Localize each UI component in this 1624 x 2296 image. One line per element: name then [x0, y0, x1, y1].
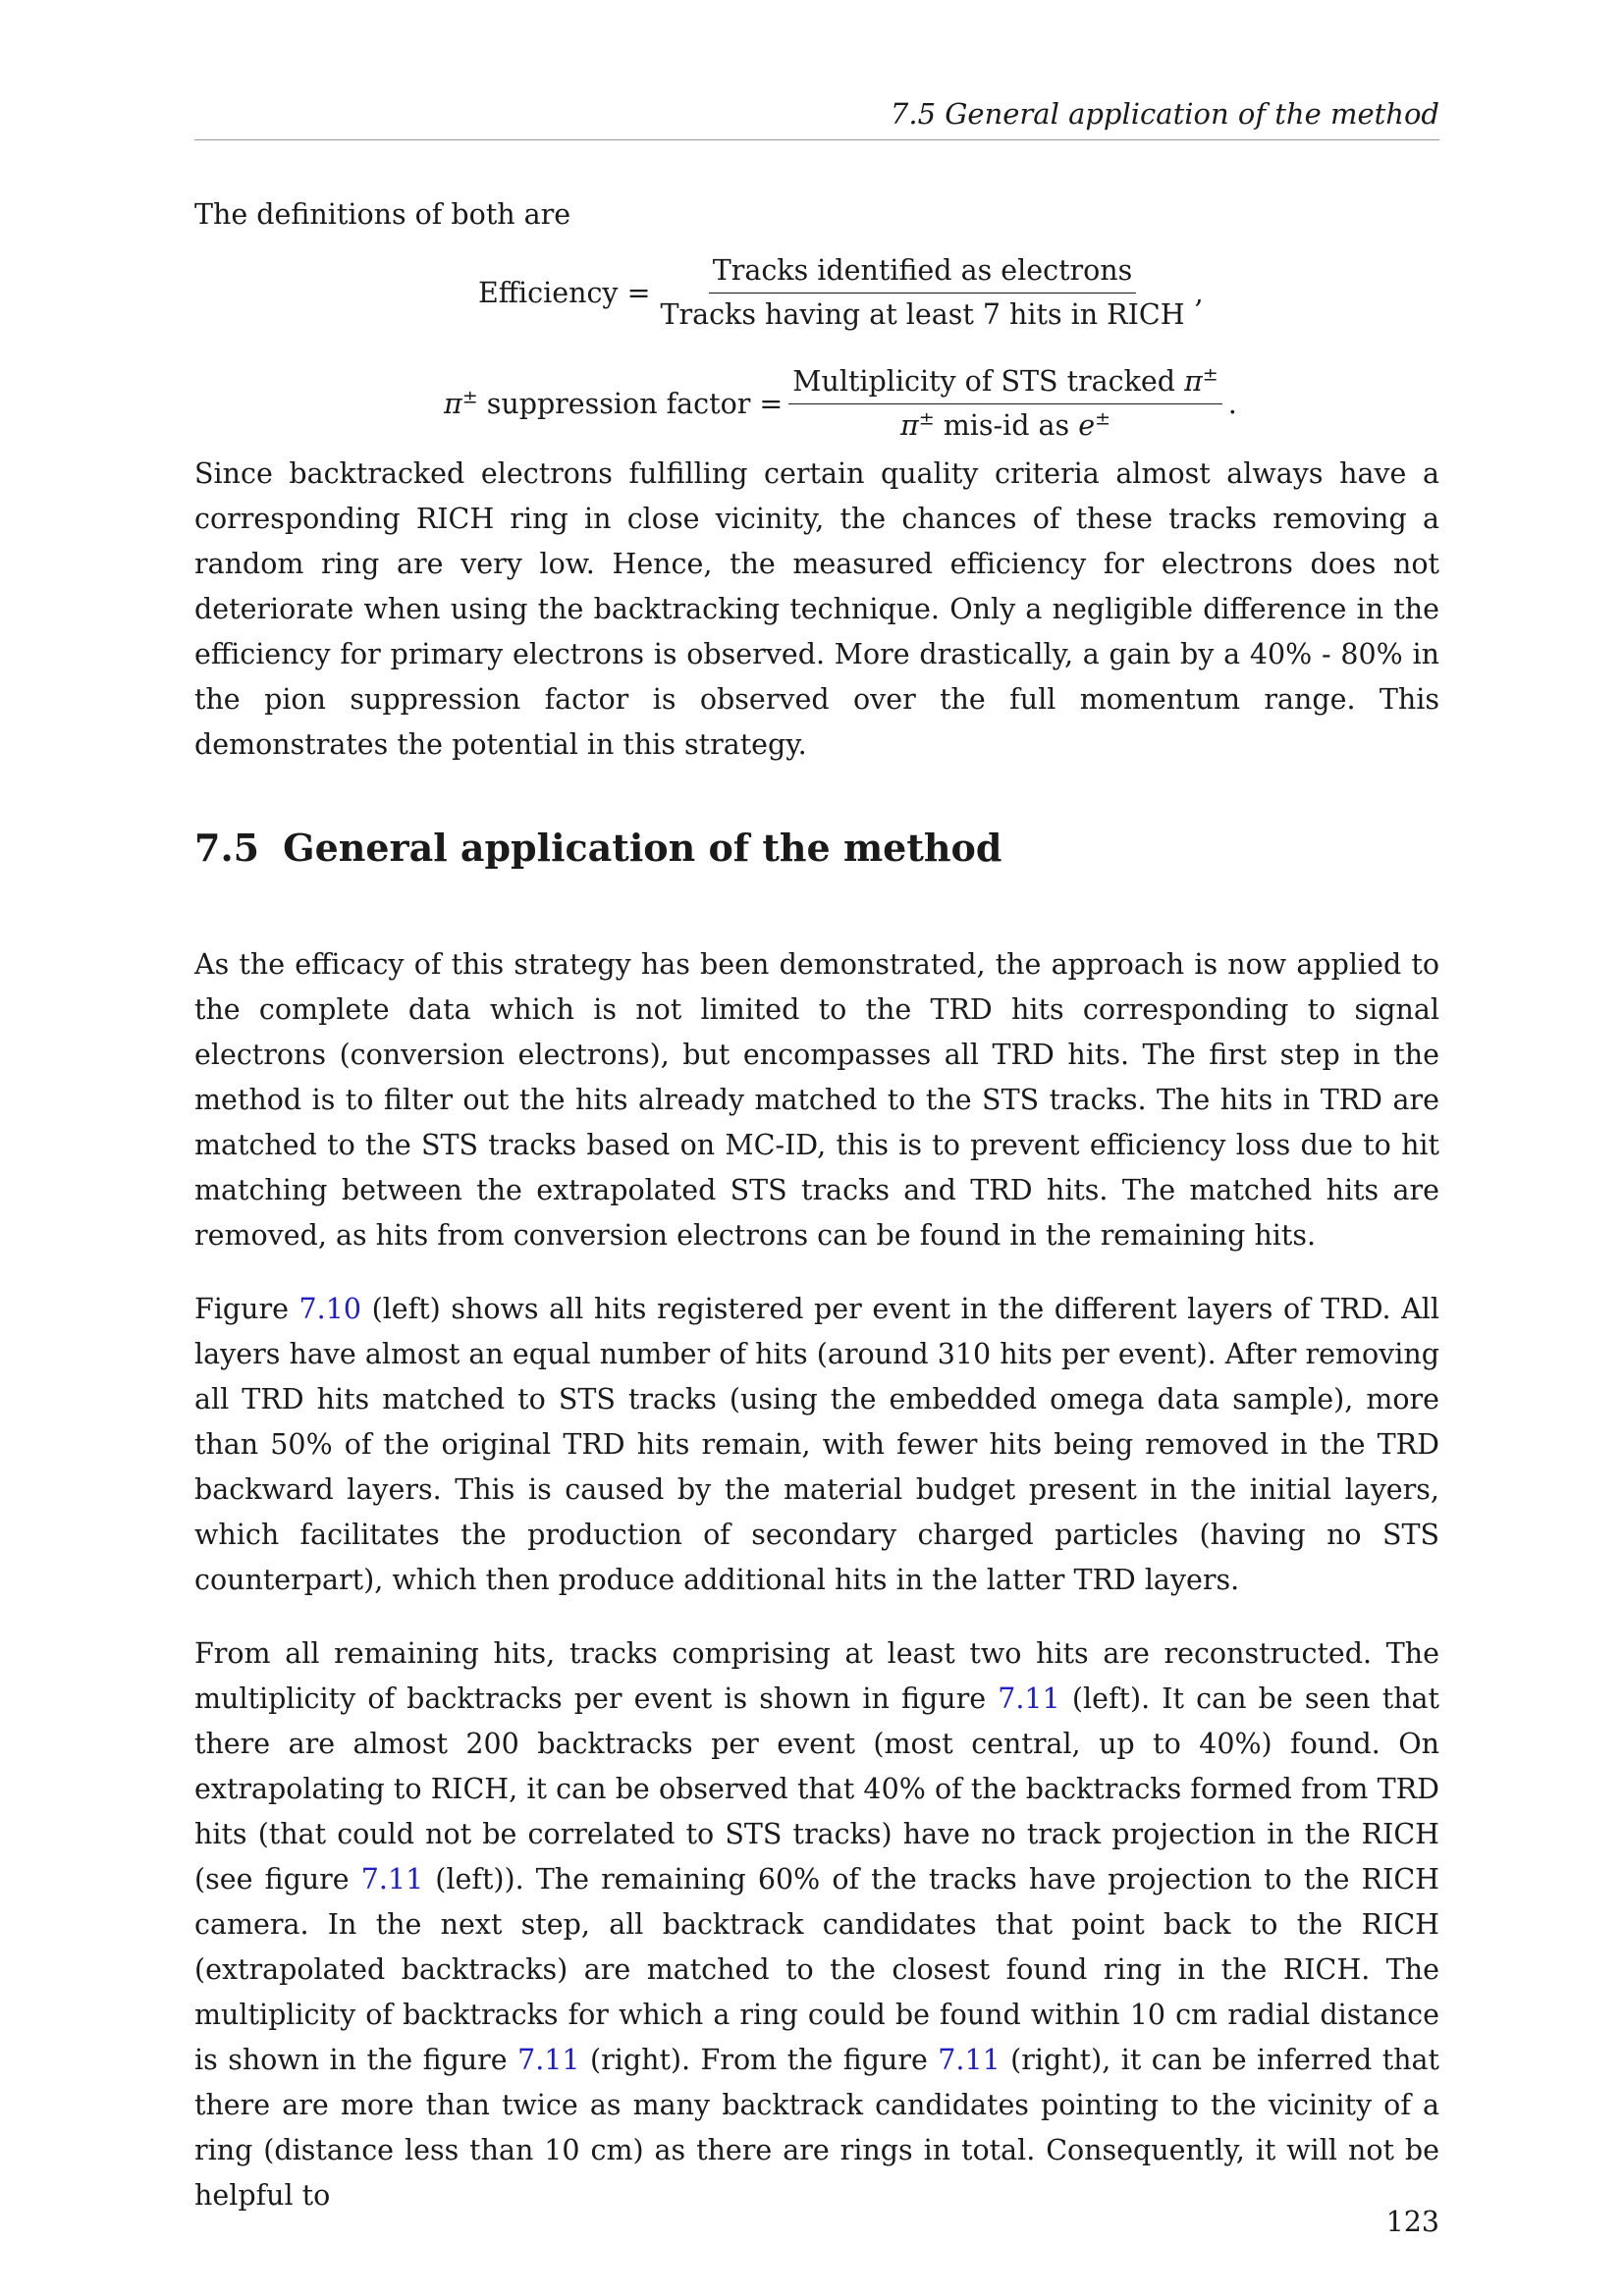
efficiency-fraction [656, 253, 1188, 333]
pm-superscript: ± [1095, 407, 1110, 430]
suppression-lhs-text: suppression factor = [477, 387, 784, 420]
header-rule [194, 139, 1439, 140]
suppression-numerator [788, 364, 1221, 404]
paragraph-3-text-c: (left)). The remaining 60% of the tracks have projection to the RICH camera. In the next step, all backtrack candidates that point back to the RICH (extrapolated backtracks) are matched to the closest found ring in the RICH. The multiplicity of backtracks for which a ring could be found within 10 cm radial distance is shown in the figure [194, 1863, 1439, 2076]
pm-superscript: ± [1202, 363, 1218, 386]
figure-ref-7-11[interactable]: 7.11 [998, 1682, 1060, 1715]
page-number: 123 [1385, 2206, 1439, 2238]
figure-ref-7-11[interactable]: 7.11 [517, 2044, 580, 2076]
paragraph-3-text-e: (right), it can be inferred that there are more than twice as many backtrack candidates pointing to the vicinity of a ring (distance less than 10 cm) as there are rings in total. Consequently, it will not be helpful to [194, 2044, 1439, 2212]
figure-ref-7-11[interactable]: 7.11 [938, 2044, 1001, 2076]
suppression-denominator [896, 404, 1114, 444]
paragraph-3-text-b: (left). It can be seen that there are almost 200 backtracks per event (most central, up to 40%) found. On extrapolating to RICH, it can be observed that 40% of the backtracks formed from TRD hits (that could not be correlated to STS tracks) have no track projection in the RICH (see figure [194, 1682, 1440, 1896]
paragraph-2-text-b: (left) shows all hits registered per event in the different layers of TRD. All layers have almost an equal number of hits (around 310 hits per event). After removing all TRD hits matched to STS tracks (using the embedded omega data sample), more than 50% of the original TRD hits remain, with fewer hits being removed in the TRD backward layers. This is caused by the material budget present in the initial layers, which facilitates the production of secondary charged particles (having no STS counterpart), which then produce additional hits in the latter TRD layers. [194, 1293, 1439, 1596]
section-title-text: General application of the method [283, 826, 1002, 870]
suppression-lhs [444, 387, 783, 422]
paragraph-2 [194, 1287, 1439, 1603]
section-heading [194, 825, 1001, 872]
paragraph-3-text-a: From all remaining hits, tracks comprising at least two hits are reconstructed. The multiplicity of backtracks per event is shown in figure [194, 1637, 1439, 1715]
figure-ref-7-10[interactable]: 7.10 [298, 1293, 362, 1325]
pm-superscript: ± [918, 407, 935, 430]
paragraph-3 [194, 1631, 1439, 2218]
pi-symbol: π [1184, 365, 1203, 398]
figure-ref-7-11[interactable]: 7.11 [360, 1863, 424, 1896]
pi-symbol: π [444, 387, 462, 420]
pm-superscript: ± [461, 386, 478, 407]
efficiency-numerator: Tracks identified as electrons [709, 253, 1137, 294]
suppression-period: . [1227, 387, 1237, 420]
suppression-denominator-text: mis-id as [934, 409, 1079, 442]
suppression-equation [444, 364, 1237, 444]
intro-text: The definitions of both are [194, 198, 571, 231]
suppression-fraction [788, 364, 1221, 444]
paragraph-2-text-a: Figure [194, 1293, 299, 1325]
efficiency-denominator: Tracks having at least 7 hits in RICH [660, 298, 1185, 331]
backtracking-paragraph: Since backtracked electrons fulfilling certain quality criteria almost always have a corresponding RICH ring in close vicinity, the chances of these tracks removing a random ring are very low. Hence, the measured efficiency for electrons does not deteriorate when using the backtracking technique. Only a negligible difference in the efficiency for primary electrons is observed. More drastically, a gain by a 40% - 80% in the pion suppression factor is observed over the full momentum range. This demonstrates the potential in this strategy. [194, 457, 1439, 761]
efficiency-comma: , [1194, 276, 1204, 309]
efficiency-lhs: Efficiency = [478, 276, 651, 309]
pi-symbol: π [899, 409, 919, 442]
running-head: 7.5 General application of the method [890, 97, 1439, 131]
paragraph-3-text-d: (right). From the figure [579, 2044, 939, 2076]
section-number: 7.5 [194, 826, 260, 870]
efficiency-equation [478, 253, 1204, 333]
electron-symbol: e [1078, 409, 1096, 442]
paragraph-1: As the efficacy of this strategy has been demonstrated, the approach is now applied to the complete data which is not limited to the TRD hits corresponding to signal electrons (conversion electrons), but encompasses all TRD hits. The first step in the method is to filter out the hits already matched to the STS tracks. The hits in TRD are matched to the STS tracks based on MC-ID, this is to prevent efficiency loss due to hit matching between the extrapolated STS tracks and TRD hits. The matched hits are removed, as hits from conversion electrons can be found in the remaining hits. [194, 948, 1439, 1252]
suppression-numerator-text: Multiplicity of STS tracked [792, 365, 1185, 398]
